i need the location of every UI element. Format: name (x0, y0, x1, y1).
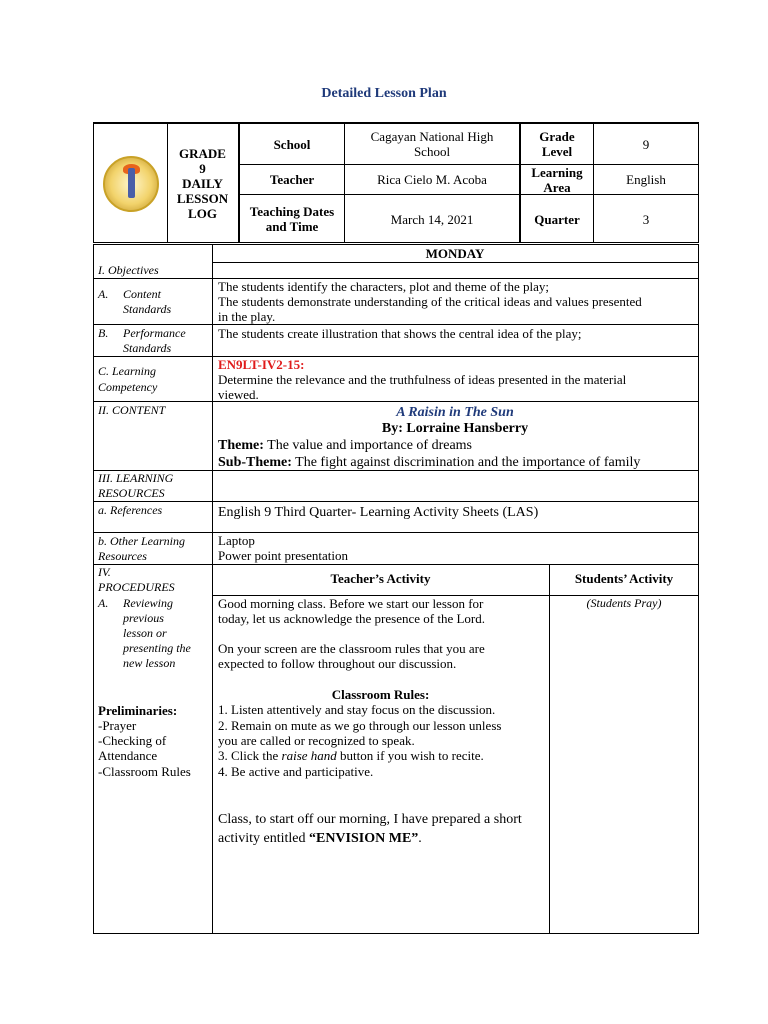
other-resources-line-1: Laptop (218, 533, 255, 548)
teaching-dates-value: March 14, 2021 (390, 211, 474, 227)
grade-line-4: LESSON (176, 191, 229, 206)
review-label-line-4: presenting the (123, 641, 191, 655)
competency-label-line-2: Competency (98, 380, 158, 394)
teaching-dates-label-line-1: Teaching Dates (249, 204, 335, 219)
quarter-value: 3 (642, 211, 650, 227)
preliminaries-item-4: -Classroom Rules (98, 764, 191, 779)
grade-line-2: 9 (199, 161, 206, 176)
teaching-dates-label (240, 195, 344, 243)
references-text: English 9 Third Quarter- Learning Activity Sheets (LAS) (218, 505, 539, 520)
content-standards-label-line-1: Content (123, 287, 161, 301)
rule-2-line-1: 2. Remain on mute as we go through our lesson unless (218, 718, 502, 733)
content-standards-line-1: The students identify the characters, plot and theme of the play; (218, 279, 550, 294)
grade-level-label-line-1: Grade (539, 129, 575, 144)
references-label: a. References (98, 503, 163, 517)
divider (549, 564, 550, 933)
teacher-value: Rica Cielo M. Acoba (377, 172, 487, 187)
teacher-rules-intro-line-1: On your screen are the classroom rules that you are (218, 641, 485, 656)
activity-name: “ENVISION ME” (308, 831, 419, 846)
content-title: A Raisin in The Sun (396, 405, 514, 420)
resources-label-line-1: III. LEARNING (98, 471, 174, 485)
divider (94, 401, 698, 402)
other-resources-line-2: Power point presentation (218, 548, 348, 563)
rule-2-line-2: you are called or recognized to speak. (218, 733, 415, 748)
activity-intro-pre: activity entitled (218, 831, 309, 846)
teacher-greeting-line-1: Good morning class. Before we start our lesson for (218, 596, 484, 611)
other-resources-label-line-1: b. Other Learning (98, 534, 185, 548)
teaching-dates-label-line-2: and Time (265, 219, 319, 234)
review-label-line-3: lesson or (123, 626, 167, 640)
learning-area-value: English (626, 172, 666, 187)
activity-intro-post: . (418, 831, 422, 846)
grade-level-label-line-2: Level (541, 144, 573, 159)
day-heading: MONDAY (425, 246, 485, 261)
rule-4: 4. Be active and participative. (218, 764, 374, 779)
preliminaries-item-3: Attendance (98, 748, 158, 763)
preliminaries-title: Preliminaries: (98, 703, 178, 718)
document-title: Detailed Lesson Plan (321, 86, 447, 101)
performance-label-line-1: Performance (123, 326, 186, 340)
classroom-rules-title: Classroom Rules: (331, 687, 430, 702)
resources-label-line-2: RESOURCES (98, 486, 165, 500)
quarter-label: Quarter (534, 211, 580, 227)
competency-code: EN9LT-IV2-15: (218, 357, 305, 372)
other-resources-label-line-2: Resources (98, 549, 147, 563)
theme-label: Theme: (218, 438, 264, 453)
subtheme-line (218, 454, 640, 471)
competency-text-line-1: Determine the relevance and the truthfulness of ideas presented in the material (218, 372, 627, 387)
header-table (93, 122, 699, 243)
theme-text: The value and importance of dreams (263, 438, 472, 453)
preliminaries-item-1: -Prayer (98, 718, 137, 733)
content-author: By: Lorraine Hansberry (381, 421, 529, 436)
content-standards-label-letter: A. (98, 287, 109, 301)
rule-3 (218, 748, 484, 763)
review-label-letter: A. (98, 596, 109, 610)
teacher-activity-intro-line-2 (218, 830, 422, 848)
review-label-line-1: Reviewing (123, 596, 173, 610)
learning-area-label (521, 165, 593, 194)
divider (94, 564, 698, 565)
grade-level-label (521, 124, 593, 164)
content-standards-line-3: in the play. (218, 309, 276, 324)
grade-level-value: 9 (642, 136, 650, 152)
divider (212, 245, 213, 933)
procedures-label-line-2: PROCEDURES (98, 580, 175, 594)
learning-area-label-line-2: Area (543, 179, 571, 195)
divider (94, 324, 698, 325)
school-value-line-1: Cagayan National High (370, 129, 494, 144)
review-label-line-5: new lesson (123, 656, 176, 670)
review-label-line-2: previous (123, 611, 164, 625)
procedures-label-line-1: IV. (98, 565, 111, 579)
competency-text-line-2: viewed. (218, 387, 259, 402)
grade-line-3: DAILY (182, 176, 223, 191)
content-label: II. CONTENT (98, 403, 166, 417)
school-label: School (273, 136, 311, 152)
performance-label-letter: B. (98, 326, 109, 340)
school-value (345, 124, 519, 164)
students-pray: (Students Pray) (586, 596, 662, 610)
content-standards-label-line-2: Standards (123, 302, 172, 316)
grade-line-5: LOG (188, 206, 217, 221)
rule-1: 1. Listen attentively and stay focus on the discussion. (218, 702, 496, 717)
divider (94, 501, 698, 502)
teacher-label: Teacher (269, 172, 315, 187)
theme-line (218, 437, 472, 454)
performance-standards-text: The students create illustration that shows the central idea of the play; (218, 326, 582, 341)
rule-3-pre: 3. Click the (218, 748, 282, 763)
performance-label-line-2: Standards (123, 341, 172, 355)
objectives-label: I. Objectives (98, 263, 159, 277)
rule-3-post: button if you wish to recite. (336, 748, 484, 763)
subtheme-text: The fight against discrimination and the importance of family (291, 455, 641, 470)
divider (94, 356, 698, 357)
teacher-greeting-line-2: today, let us acknowledge the presence of the Lord. (218, 611, 486, 626)
grade-daily-lesson-log (167, 124, 238, 243)
school-seal-logo (103, 156, 159, 212)
competency-label-line-1: C. Learning (98, 364, 157, 378)
preliminaries-item-2: -Checking of (98, 733, 167, 748)
school-logo-cell (94, 124, 167, 243)
teacher-rules-intro-line-2: expected to follow throughout our discussion. (218, 656, 457, 671)
teacher-activity-intro-line-1: Class, to start off our morning, I have prepared a short (218, 812, 522, 827)
divider (212, 262, 698, 263)
rule-3-emphasis: raise hand (281, 748, 337, 763)
teacher-activity-header: Teacher’s Activity (330, 571, 431, 586)
subtheme-label: Sub-Theme: (218, 455, 292, 470)
student-activity-header: Students’ Activity (574, 571, 674, 586)
learning-area-label-line-1: Learning (531, 164, 583, 180)
grade-line-1: GRADE (179, 146, 226, 161)
divider (94, 532, 698, 533)
content-standards-line-2: The students demonstrate understanding of the critical ideas and values presented (218, 294, 642, 309)
lesson-plan-table (93, 244, 699, 934)
school-value-line-2: School (413, 144, 451, 159)
